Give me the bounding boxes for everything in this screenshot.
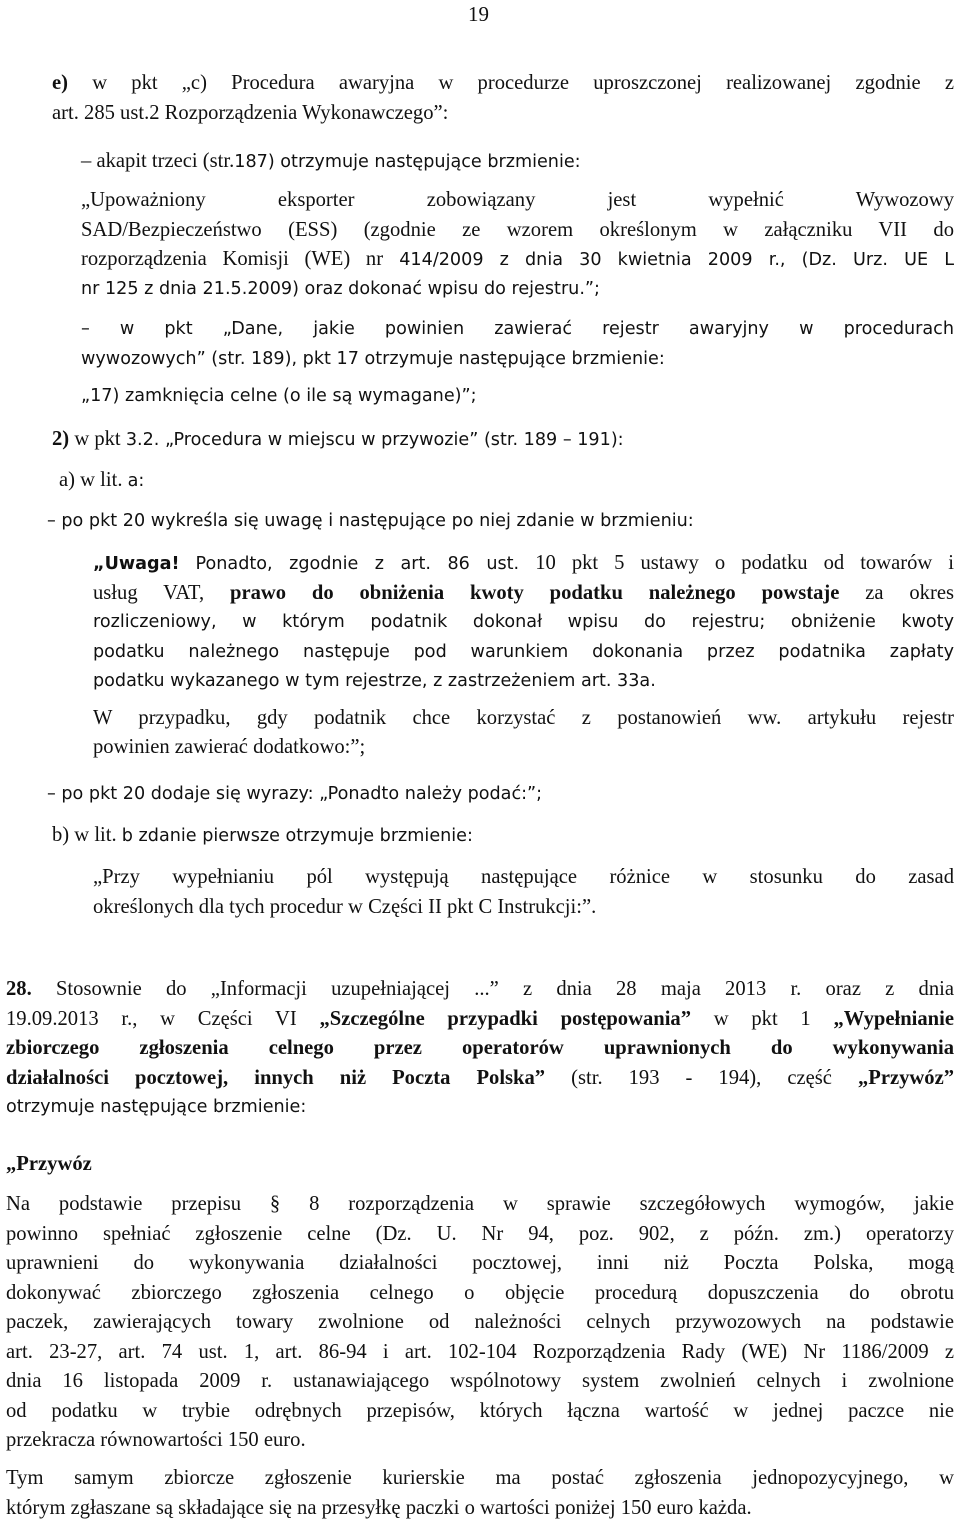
pkt20-remove-text: – po pkt 20 wykreśla się uwagę i następujące po niej zdanie w brzmieniu: bbox=[47, 507, 960, 537]
przywoz-paragraph-1 bbox=[6, 1190, 954, 1456]
point-28-num: 28. bbox=[6, 978, 32, 1000]
lit-a-label: a) w lit. bbox=[59, 469, 122, 491]
uwaga-line2-bold: prawo do obniżenia kwoty podatku należnego powstaje bbox=[230, 582, 839, 604]
point-28-date: 19.09.2013 r. bbox=[6, 1008, 132, 1030]
pkt20-add-text: – po pkt 20 dodaje się wyrazy: „Ponadto należy podać:”; bbox=[47, 780, 960, 810]
lit-b-quote-line1: „Przy wypełnianiu pól występują następujące różnice w stosunku do zasad bbox=[93, 863, 954, 893]
dane-block bbox=[81, 315, 954, 412]
uwaga-line1-serif: 10 pkt 5 ustawy o podatku od towarów i bbox=[535, 552, 954, 574]
pkt20-add bbox=[47, 780, 960, 810]
dane-line2b: 189), pkt 17 otrzymuje następujące brzmienie: bbox=[251, 349, 665, 369]
przywoz-p1-line: powinno spełniać zgłoszenie celne (Dz. U. Nr 94, poz. 902, z późn. zm.) operatorzy bbox=[6, 1220, 954, 1250]
uwaga-line7: powinien zawierać dodatkowo:”; bbox=[93, 733, 954, 763]
uwaga-line2-b: za okres bbox=[865, 582, 954, 604]
przywoz-p1-last: przekracza równowartości 150 euro. bbox=[6, 1426, 954, 1456]
uwaga-line1-sans: Ponadto, zgodnie z art. 86 ust. bbox=[196, 554, 520, 574]
przywoz-p1-lines bbox=[6, 1190, 954, 1426]
point-28-l4-rest: (str. 193 - 194), część bbox=[571, 1067, 832, 1089]
przywoz-p1-line: dnia 16 listopada 2009 r. ustanawiającego wspólnotowy system zwolnień celnych i zwolnione bbox=[6, 1367, 954, 1397]
point-28-l2b: , w Części VI bbox=[132, 1008, 296, 1030]
przywoz-p2-lines bbox=[6, 1464, 954, 1494]
dane-line2a: wywozowych” (str. bbox=[81, 349, 245, 369]
point-28-line1-text: Stosownie do „Informacji uzupełniającej ...” z dnia 28 maja 2013 r. oraz z dnia bbox=[56, 978, 954, 1000]
uwaga-block bbox=[93, 549, 954, 763]
przywoz-p1-line: art. 23-27, art. 74 ust. 1, art. 86-94 i art. 102-104 Rozporządzenia Rady (WE) Nr 1186/2009 z bbox=[6, 1338, 954, 1368]
dane-line1: – w pkt „Dane, jakie powinien zawierać rejestr awaryjny w procedurach bbox=[81, 315, 954, 345]
przywoz-p2-line: Tym samym zbiorcze zgłoszenie kurierskie ma postać zgłoszenia jednopozycyjnego, w bbox=[6, 1464, 954, 1494]
point-28-line1 bbox=[6, 975, 954, 1005]
uwaga-line5: podatku wykazanego w tym rejestrze, z zastrzeżeniem art. 33a. bbox=[93, 667, 954, 697]
uwaga-line1 bbox=[93, 549, 954, 579]
przywoz-p2-last: którym zgłaszane są składające się na przesyłkę paczki o wartości poniżej 150 euro każda. bbox=[6, 1494, 954, 1523]
lit-b-text: b zdanie pierwsze otrzymuje brzmienie: bbox=[122, 826, 473, 846]
section-e-text: w pkt „c) Procedura awaryjna w procedurze uproszczonej realizowanej zgodnie z bbox=[92, 72, 954, 94]
lit-b-quote bbox=[93, 863, 954, 922]
section-e-label: e) bbox=[52, 72, 68, 94]
quote-ess bbox=[81, 186, 954, 304]
section-2 bbox=[52, 425, 960, 455]
point-28-line5: otrzymuje następujące brzmienie: bbox=[6, 1093, 954, 1123]
uwaga-line2 bbox=[93, 579, 954, 609]
point-28-line4 bbox=[6, 1064, 954, 1094]
uwaga-bold: „Uwaga! bbox=[93, 554, 179, 574]
przywoz-paragraph-2 bbox=[6, 1464, 954, 1523]
page-number: 19 bbox=[468, 2, 489, 27]
akapit-suffix: 187) otrzymuje następujące brzmienie: bbox=[234, 152, 580, 172]
lit-b bbox=[52, 821, 960, 851]
uwaga-line3: rozliczeniowy, w którym podatnik dokonał wpisu do rejestru; obniżenie kwoty bbox=[93, 608, 954, 638]
section-2-text-a: w pkt bbox=[74, 428, 120, 450]
point-28-line3: zbiorczego zgłoszenia celnego przez operatorów uprawnionych do wykonywania bbox=[6, 1034, 954, 1064]
point-28-l2-bold2: „Wypełnianie bbox=[833, 1008, 954, 1030]
lit-b-label: b) w lit. bbox=[52, 824, 117, 846]
quote-ess-line3a: rozporządzenia Komisji (WE) nr bbox=[81, 248, 383, 270]
przywoz-p1-line: paczek, zawierających towary zwolnione od należności celnych przywozowych na podstawie bbox=[6, 1308, 954, 1338]
section-2-label: 2) bbox=[52, 428, 69, 450]
akapit-line bbox=[81, 147, 960, 177]
przywoz-p1-line: Na podstawie przepisu § 8 rozporządzenia w sprawie szczegółowych wymogów, jakie bbox=[6, 1190, 954, 1220]
uwaga-line2-a: usług VAT, bbox=[93, 582, 204, 604]
lit-b-quote-line2: określonych dla tych procedur w Części II pkt C Instrukcji:”. bbox=[93, 893, 954, 923]
przywoz-heading-text: „Przywóz bbox=[6, 1150, 960, 1180]
point-28-line2 bbox=[6, 1005, 954, 1035]
quote-ess-line4: nr 125 z dnia 21.5.2009) oraz dokonać wpisu do rejestru.”; bbox=[81, 275, 954, 305]
przywoz-p1-line: od podatku w trybie odrębnych przepisów, których łączna wartość w jednej paczce nie bbox=[6, 1397, 954, 1427]
section-e-line1 bbox=[52, 69, 954, 99]
uwaga-line4: podatku należnego następuje pod warunkiem dokonania przez podatnika zapłaty bbox=[93, 638, 954, 668]
lit-a-label-b: a: bbox=[128, 471, 145, 491]
przywoz-p1-line: dokonywać zbiorczego zgłoszenia celnego o objęcie procedurą dopuszczenia do obrotu bbox=[6, 1279, 954, 1309]
point-28-l4-bold2: „Przywóz” bbox=[858, 1067, 954, 1089]
przywoz-p1-line: uprawnieni do wykonywania działalności pocztowej, inni niż Poczta Polska, mogą bbox=[6, 1249, 954, 1279]
point-28-l2c: w pkt 1 bbox=[714, 1008, 811, 1030]
point-28-l4-bold: działalności pocztowej, innych niż Poczta Polska” bbox=[6, 1067, 545, 1089]
quote-ess-line3b: 414/2009 z dnia 30 kwietnia 2009 r., (Dz. Urz. UE L bbox=[399, 250, 954, 270]
dane-line2 bbox=[81, 345, 954, 375]
przywoz-heading bbox=[6, 1150, 960, 1180]
point-28 bbox=[6, 975, 954, 1123]
section-e-line2: art. 285 ust.2 Rozporządzenia Wykonawczego”: bbox=[52, 99, 954, 129]
quote-ess-line2: SAD/Bezpieczeństwo (ESS) (zgodnie ze wzorem określonym w załączniku VII do bbox=[81, 216, 954, 246]
section-2-text-b: 3.2. „Procedura w miejscu w przywozie” (str. 189 – 191): bbox=[126, 430, 624, 450]
dane-line3: „17) zamknięcia celne (o ile są wymagane)”; bbox=[81, 382, 954, 412]
quote-ess-line1: „Upoważniony eksporter zobowiązany jest wypełnić Wywozowy bbox=[81, 186, 954, 216]
akapit-prefix: – akapit trzeci (str. bbox=[81, 150, 234, 172]
uwaga-line6: W przypadku, gdy podatnik chce korzystać z postanowień ww. artykułu rejestr bbox=[93, 704, 954, 734]
pkt20-remove bbox=[47, 507, 960, 537]
section-e bbox=[52, 69, 954, 128]
point-28-l2-bold: „Szczególne przypadki postępowania” bbox=[319, 1008, 691, 1030]
quote-ess-line3 bbox=[81, 245, 954, 275]
lit-a bbox=[59, 466, 960, 496]
